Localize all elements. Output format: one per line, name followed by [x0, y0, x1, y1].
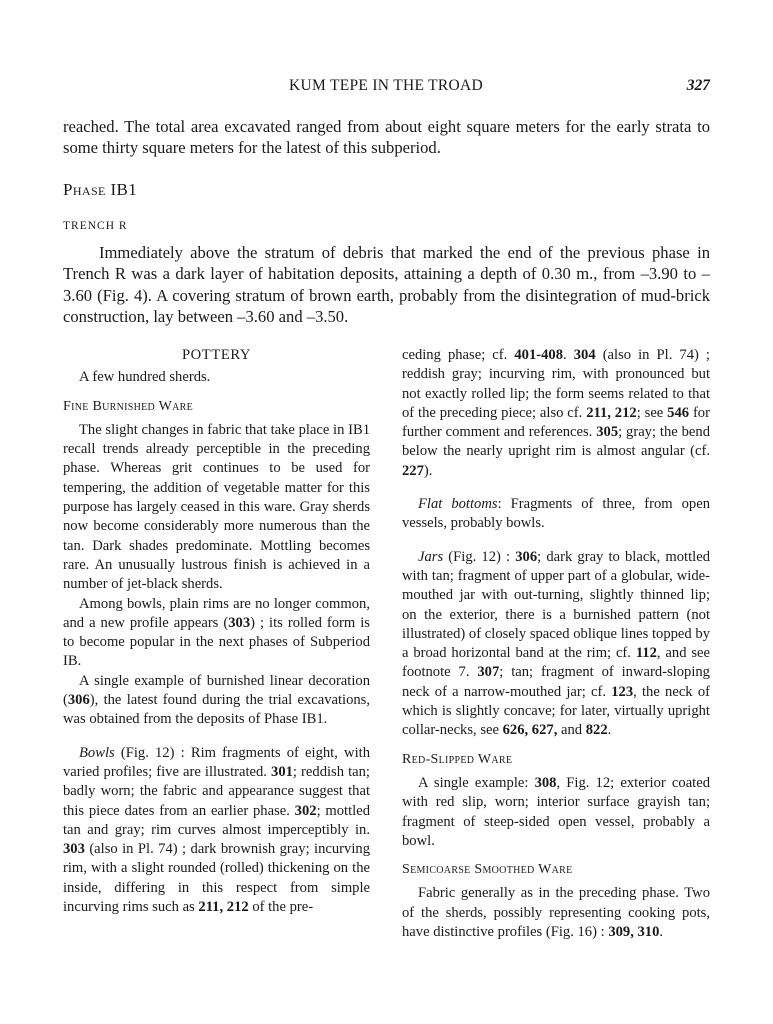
catalog-ref: 123	[611, 683, 634, 700]
catalog-ref: 227	[402, 462, 424, 479]
catalog-ref: 211, 212	[586, 404, 637, 421]
catalog-ref: 822	[585, 722, 608, 739]
semicoarse-paragraph: Fabric generally as in the preceding phase. Two of the sherds, possibly representing cooking pots, have distinctive profiles (Fig. 16) : 309, 310.	[402, 885, 710, 941]
bowls-label: Bowls	[79, 744, 115, 761]
top-paragraph: reached. The total area excavated ranged from about eight square meters for the early strata to some thirty square meters for the latest of this subperiod.	[63, 117, 710, 158]
catalog-ref: 303	[228, 614, 251, 631]
catalog-ref: 308	[534, 774, 557, 791]
fabric-paragraph: The slight changes in fabric that take place in IB1 recall trends already perceptible in the preceding phase. Whereas grit continues to be used for tempering, the addition of vegetable matter for this purpose has largely ceased in this ware. Gray sherds now become considerably more numerous than the tan. Dark shades predominate. Mottling becomes rare. An unusually lustrous finish is achieved in a number of jet-black sherds.	[63, 421, 370, 593]
left-column	[63, 346, 370, 917]
bowls-paragraph: Bowls (Fig. 12) : Rim fragments of eight, with varied profiles; five are illustrated. 301; reddish tan; badly worn; the fabric and appearance suggest that this piece dates from an earlier phase. 302; mottled tan and gray; rim curves almost imperceptibly in. 303 (also in Pl. 74) ; dark brownish gray; incurving rim, with a slight rounded (rolled) thickening on the inside, differing in this respect from simple incurving rims such as 211, 212 of the pre-	[63, 744, 370, 916]
catalog-ref: 211, 212	[198, 899, 249, 916]
catalog-ref: 306	[515, 548, 538, 565]
catalog-ref: 302	[294, 802, 317, 819]
bowls-profile-paragraph: Among bowls, plain rims are no longer common, and a new profile appears (303) ; its rolled form is to become popular in the next phases of Subperiod IB.	[63, 595, 370, 670]
fine-burnished-heading: Fine Burnished Ware	[63, 398, 194, 414]
semicoarse-heading: Semicoarse Smoothed Ware	[402, 862, 573, 878]
red-slipped-paragraph: A single example: 308, Fig. 12; exterior coated with red slip, worn; interior surface grayish tan; fragment of steep-sided open vessel, probably a bowl.	[402, 774, 710, 849]
catalog-ref: 309, 310	[608, 924, 660, 941]
right-column	[402, 346, 710, 942]
jars-label: Jars	[418, 548, 444, 565]
phase-heading: Phase IB1	[63, 180, 138, 199]
trench-heading: TRENCH R	[63, 220, 128, 232]
running-title: KUM TEPE IN THE TROAD	[288, 77, 484, 94]
catalog-ref: 626, 627,	[502, 722, 558, 739]
jars-paragraph: Jars (Fig. 12) : 306; dark gray to black, mottled with tan; fragment of upper part of a globular, wide-mouthed jar with out-turning, slightly thinned lip; on the exterior, there is a burnished pattern (not illustrated) of closely spaced oblique lines topped by a broad horizontal band at the rim; cf. 112, and see footnote 7. 307; tan; fragment of inward-sloping neck of a narrow-mouthed jar; cf. 123, the neck of which is slightly concave; for later, virtually upright collar-necks, see 626, 627, and 822.	[402, 548, 710, 739]
page-number: 327	[686, 77, 710, 94]
catalog-ref: 301	[271, 763, 293, 780]
running-header	[62, 77, 710, 99]
catalog-ref: 306	[67, 692, 90, 709]
flat-bottoms-paragraph: Flat bottoms: Fragments of three, from open vessels, probably bowls.	[402, 496, 710, 532]
bowls-continued-paragraph: ceding phase; cf. 401-408. 304 (also in Pl. 74) ; reddish gray; incurving rim, with pronounced but not exactly rolled lip; the form seems related to that of the preceding piece; also cf. 211, 212; see 546 for further comment and references. 305; gray; the bend below the nearly upright rim is almost angular (cf. 227).	[402, 347, 710, 479]
red-slipped-heading: Red-Slipped Ware	[402, 751, 513, 767]
pottery-heading: POTTERY	[181, 347, 252, 363]
catalog-ref: 401-408	[514, 347, 564, 363]
decoration-paragraph: A single example of burnished linear decoration (306), the latest found during the trial excavations, was obtained from the deposits of Phase IB1.	[63, 672, 370, 728]
catalog-ref: 546	[667, 404, 690, 421]
catalog-ref: 305	[596, 424, 619, 441]
intro-paragraph: Immediately above the stratum of debris that marked the end of the previous phase in Trench R was a dark layer of habitation deposits, attaining a depth of 0.30 m., from –3.90 to –3.60 (Fig. 4). A covering stratum of brown earth, probably from the disintegration of mud-brick construction, lay between –3.60 and –3.50.	[63, 243, 710, 327]
catalog-ref: 307	[477, 664, 500, 681]
catalog-ref: 112	[635, 645, 657, 662]
catalog-ref: 303	[63, 841, 85, 858]
catalog-ref: 304	[573, 347, 596, 363]
pottery-intro: A few hundred sherds.	[79, 369, 211, 386]
flat-bottoms-label: Flat bottoms	[418, 496, 498, 513]
